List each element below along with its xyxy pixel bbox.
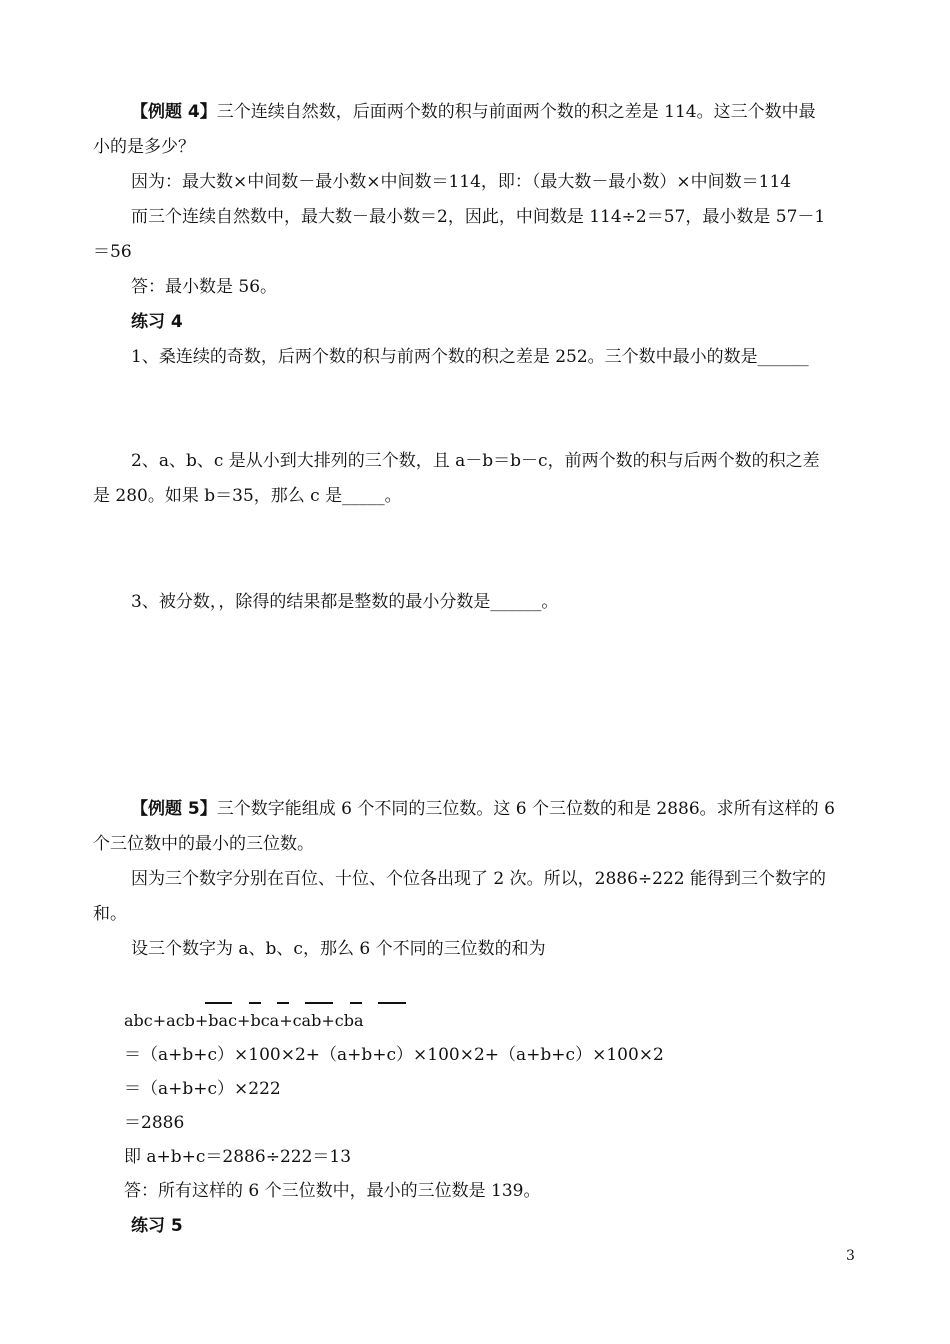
practice5-title: 练习 5 [131, 1216, 183, 1236]
practice4-title: 练习 4 [131, 312, 183, 332]
example4-answer: 答：最小数是 56。 [131, 277, 278, 297]
sum-expression: abc+acb+bac+bca+cab+cba [124, 1011, 364, 1030]
example4-solution-line3: ＝56 [93, 242, 132, 262]
practice4-question2-line1: 2、a、b、c 是从小到大排列的三个数，且 a－b＝b－c，前两个数的积与后两个数的积之差 [131, 451, 820, 471]
equation-step3: ＝2886 [124, 1113, 185, 1133]
practice4-question2-line2: 是 280。如果 b＝35，那么 c 是_____。 [93, 486, 402, 506]
practice4-question3: 3、被分数，，除得的结果都是整数的最小分数是______。 [131, 592, 559, 612]
equation-step1: ＝（a+b+c）×100×2+（a+b+c）×100×2+（a+b+c）×100×2 [124, 1045, 664, 1065]
equation-step2: ＝（a+b+c）×222 [124, 1079, 281, 1099]
example5-question-line1 [131, 797, 835, 821]
example5-question-text: 三个数字能组成 6 个不同的三位数。这 6 个三位数的和是 2886。求所有这样的 6 [216, 799, 835, 819]
example5-question-line2: 个三位数中的最小的三位数。 [93, 834, 314, 854]
practice4-question1: 1、桑连续的奇数，后两个数的积与前两个数的积之差是 252。三个数中最小的数是______ [131, 347, 809, 367]
example5-solution-line2: 和。 [93, 904, 127, 924]
example4-label: 【例题 4】 [131, 102, 217, 122]
digit-overbars [205, 1002, 405, 1006]
example5-label: 【例题 5】 [131, 799, 217, 819]
example4-solution-line1: 因为：最大数×中间数－最小数×中间数＝114，即：（最大数－最小数）×中间数＝114 [131, 172, 792, 192]
example4-solution-line2: 而三个连续自然数中，最大数－最小数＝2，因此，中间数是 114÷2＝57，最小数是 57－1 [131, 207, 826, 227]
example4-question-line2: 小的是多少？ [93, 137, 195, 157]
example5-solution-line1: 因为三个数字分别在百位、十位、个位各出现了 2 次。所以，2886÷222 能得到三个数字的 [131, 869, 826, 889]
example4-question-text: 三个连续自然数，后面两个数的积与前面两个数的积之差是 114。这三个数中最 [216, 102, 816, 122]
example5-answer: 答：所有这样的 6 个三位数中，最小的三位数是 139。 [124, 1181, 541, 1201]
page-number: 3 [846, 1248, 855, 1264]
equation-step4: 即 a+b+c＝2886÷222＝13 [124, 1147, 352, 1167]
example4-question-line1 [131, 100, 816, 124]
example5-solution-line3: 设三个数字为 a、b、c，那么 6 个不同的三位数的和为 [131, 939, 546, 959]
